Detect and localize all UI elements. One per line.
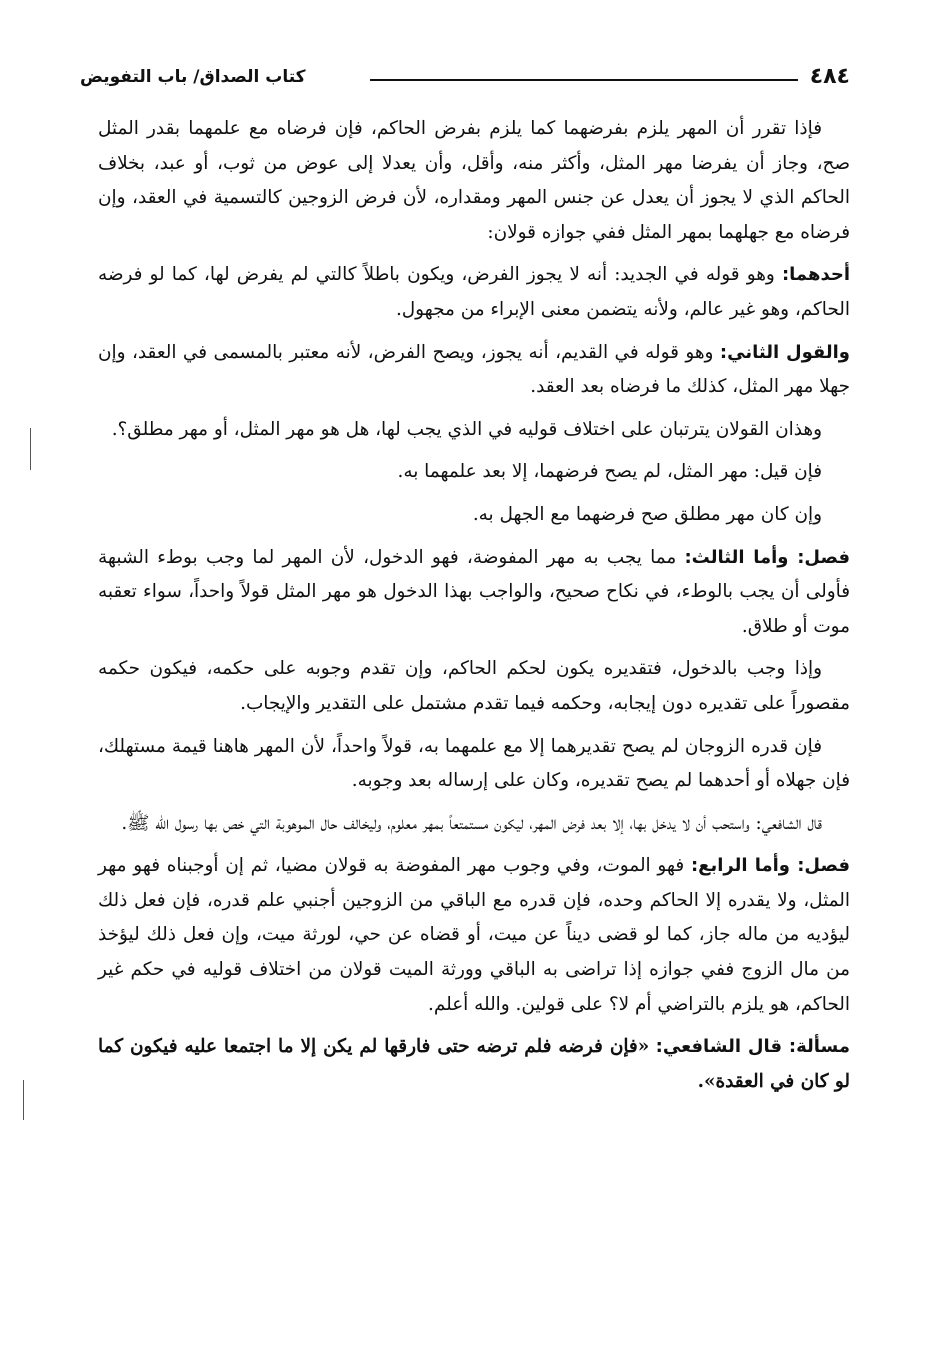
paragraph-lead: أحدهما:	[781, 264, 850, 286]
paragraph-text: فإذا تقرر أن المهر يلزم بفرضهما كما يلزم بفرض الحاكم، فإن فرضاه مع علمهما بقدر المثل صح، وجاز أن يفرضا مهر المثل، وأكثر منه، وأقل، وأن يعدلا إلى عوض من ثوب، أو عبد، بخلاف الحاكم الذي لا يجوز أن يعدل عن جنس المهر ومقداره، لأن فرض الزوجين كالتسمية في العقد، وإن فرضاه مع جهلهما بمهر المثل ففي جوازه قولان:	[98, 118, 850, 243]
paragraph-4	[98, 413, 850, 448]
paragraph-text: مما يجب به مهر المفوضة، فهو الدخول، لأن المهر لما وجب بوطء الشبهة فأولى أن يجب بالوطء، في نكاح صحيح، والواجب بهذا الدخول هو مهر المثل قولاً واحداً، سواء تعقبه موت أو طلاق.	[98, 546, 850, 637]
margin-mark	[30, 428, 31, 470]
paragraph-1	[98, 112, 850, 250]
running-header	[80, 60, 850, 100]
paragraph-text: «فإن فرضه فلم ترضه حتى فارقها لم يكن إلا ما اجتمعا عليه فيكون كما لو كان في العقدة».	[98, 1036, 850, 1092]
book-title: كتاب الصداق/ باب التفويض	[80, 67, 306, 87]
paragraph-text: وهو قوله في القديم، أنه يجوز، ويصح الفرض، لأنه معتبر بالمسمى في العقد، وإن جهلا مهر المثل، كذلك ما فرضاه بعد العقد.	[98, 341, 850, 398]
paragraph-text: وإذا وجب بالدخول، فتقديره يكون لحكم الحاكم، وإن تقدم وجوبه على حكمه، فيكون حكمه مقصوراً على تقديره دون إيجابه، وحكمه فيما تقدم مشتمل على التقدير والإيجاب.	[98, 658, 850, 714]
paragraph-9	[98, 730, 850, 799]
header-rule	[370, 79, 798, 81]
paragraph-10	[98, 807, 850, 842]
paragraph-text: وهو قوله في الجديد: أنه لا يجوز الفرض، ويكون باطلاً كالتي لم يفرض لها، كما لو فرضه الحاكم، وهو غير عالم، ولأنه يتضمن معنى الإبراء من مجهول.	[98, 264, 850, 320]
paragraph-7	[98, 541, 850, 645]
paragraph-2	[98, 258, 850, 327]
paragraph-text: قال الشافعي: واستحب أن لا يدخل بها، إلا بعد فرض المهر، ليكون مستمتعاً بمهر معلوم، وليخالف حال الموهوبة التي خص بها رسول الله ﷺ.	[121, 812, 822, 834]
paragraph-3	[98, 336, 850, 405]
paragraph-lead: فصل: وأما الرابع:	[690, 855, 850, 877]
paragraph-text: فهو الموت، وفي وجوب مهر المفوضة به قولان مضيا، ثم إن أوجبناه فهو مهر المثل، ولا يقدره إلا الحاكم وحده، فإن قدره مع الباقي من الزوجين أجنبي علم قدره، فإن فعل ذلك ليؤديه من ماله جاز، كما لو قضى ديناً عن ميت، أو قضاه عن حي، لورثة ميت، وإن فعل ذلك ليؤخذ من مال الزوج ففي جوازه إذا تراضى به الباقي وورثة الميت قولان من اختلاف قوليه في حكم غير الحاكم، هو يلزم بالتراضي أم لا؟ على قولين. والله أعلم.	[98, 855, 850, 1015]
paragraph-lead: مسألة: قال الشافعي:	[655, 1036, 850, 1058]
paragraph-12	[98, 1030, 850, 1099]
margin-mark	[23, 1080, 24, 1120]
paragraph-text: وإن كان مهر مطلق صح فرضهما مع الجهل به.	[472, 503, 822, 525]
paragraph-5	[98, 455, 850, 490]
paragraph-6	[98, 498, 850, 533]
body-text	[98, 112, 850, 1107]
paragraph-8	[98, 652, 850, 721]
paragraph-text: فإن قدره الزوجان لم يصح تقديرهما إلا مع علمهما به، قولاً واحداً، لأن المهر هاهنا قيمة مستهلك، فإن جهلاه أو أحدهما لم يصح تقديره، وكان على إرساله بعد وجوبه.	[98, 735, 850, 792]
paragraph-11	[98, 849, 850, 1022]
paragraph-lead: فصل: وأما الثالث:	[684, 546, 850, 568]
paragraph-lead: والقول الثاني:	[719, 341, 850, 363]
paragraph-text: وهذان القولان يترتبان على اختلاف قوليه في الذي يجب لها، هل هو مهر المثل، أو مهر مطلق؟.	[111, 418, 822, 440]
page-number: ٤٨٤	[809, 64, 850, 89]
paragraph-text: فإن قيل: مهر المثل، لم يصح فرضهما، إلا بعد علمهما به.	[397, 461, 822, 483]
